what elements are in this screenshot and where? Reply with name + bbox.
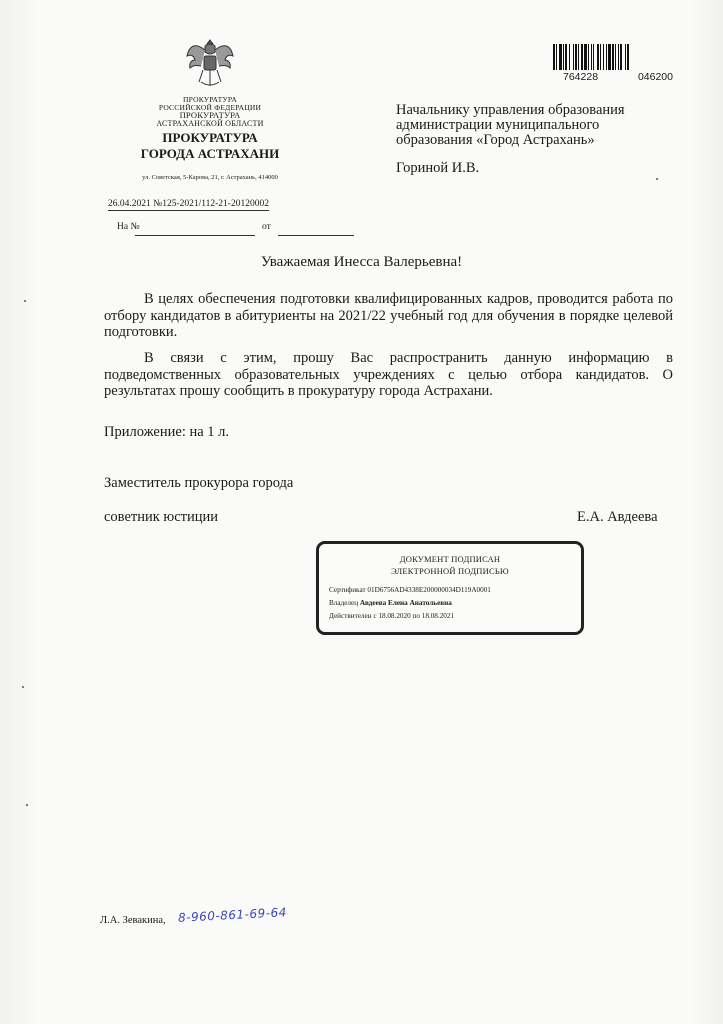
stamp-owner: [329, 599, 452, 607]
electronic-signature-stamp: [316, 541, 584, 635]
paragraph-1-text: В целях обеспечения подготовки квалифицированных кадров, проводится работа по отбору кандидатов в абитуриенты на 2021/22 учебный год для обучения в порядке целевой подготовки.: [104, 291, 673, 340]
attachment-note: Приложение: на 1 л.: [104, 424, 230, 440]
signer-position: Заместитель прокурора города: [104, 475, 294, 491]
barcode-icon: [553, 44, 671, 70]
scan-speck: [656, 178, 658, 180]
greeting: Уважаемая Инесса Валерьевна!: [260, 254, 463, 270]
stamp-owner-value: Авдеева Елена Анатольевна: [359, 599, 452, 607]
org-address: ул. Советская, 5-Карова, 21, г. Астрахань, 414000: [142, 174, 278, 181]
ref-date-line: [278, 235, 354, 236]
stamp-cert-value: 01D6756AD4338E200000034D119A0001: [367, 586, 491, 594]
barcode-digits-left: 764228: [563, 71, 599, 83]
stamp-title-1: ДОКУМЕНТ ПОДПИСАН: [399, 554, 501, 564]
stamp-certificate: [329, 586, 491, 594]
ref-number-line: [135, 235, 255, 236]
executor-name: Л.А. Зевакина,: [100, 915, 166, 926]
body-paragraph-1: [104, 291, 673, 341]
stamp-validity: [329, 612, 454, 620]
addressee-block: [396, 103, 676, 148]
addressee-line: образования «Город Астрахань»: [396, 132, 595, 148]
org-line-1: ПРОКУРАТУРА: [183, 95, 237, 104]
barcode-number: [563, 71, 673, 83]
stamp-owner-label: Владелец: [329, 599, 359, 607]
body-paragraph-2: [104, 350, 673, 400]
stamp-title-2: ЭЛЕКТРОННОЙ ПОДПИСЬЮ: [391, 566, 509, 576]
signer-rank: советник юстиции: [104, 509, 219, 525]
barcode-digits-right: 046200: [637, 71, 673, 83]
handwritten-phone: 8-960-861-69-64: [177, 905, 288, 925]
org-line-3: ПРОКУРАТУРА: [179, 110, 241, 120]
org-line-2: РОССИЙСКОЙ ФЕДЕРАЦИИ: [158, 103, 262, 112]
stamp-valid-label: Действителен: [329, 612, 372, 620]
org-line-4: АСТРАХАНСКОЙ ОБЛАСТИ: [156, 119, 264, 128]
ref-date-label: от: [262, 222, 271, 232]
addressee-name: Гориной И.В.: [396, 160, 480, 176]
scan-speck: [22, 686, 24, 688]
stamp-valid-value: с 18.08.2020 по 18.08.2021: [373, 612, 455, 620]
addressee-line: Начальнику управления образования: [396, 102, 625, 118]
coat-of-arms-icon: [185, 36, 235, 92]
registration-number: 26.04.2021 №125-2021/112-21-20120002: [108, 199, 269, 209]
addressee-line: администрации муниципального: [396, 117, 600, 133]
scan-speck: [26, 804, 28, 806]
ref-number-label: На №: [117, 222, 140, 232]
org-name-line-1: ПРОКУРАТУРА: [162, 130, 258, 145]
paragraph-2-text: В связи с этим, прошу Вас распространить данную информацию в подведомственных образовательных учреждениях с целью отбора кандидатов. О результатах прошу сообщить в прокуратуру города Астрахани.: [104, 350, 673, 399]
stamp-cert-label: Сертификат: [329, 586, 366, 594]
org-name-line-2: ГОРОДА АСТРАХАНИ: [140, 146, 280, 161]
signer-name: Е.А. Авдеева: [577, 509, 658, 525]
scan-speck: [24, 300, 26, 302]
